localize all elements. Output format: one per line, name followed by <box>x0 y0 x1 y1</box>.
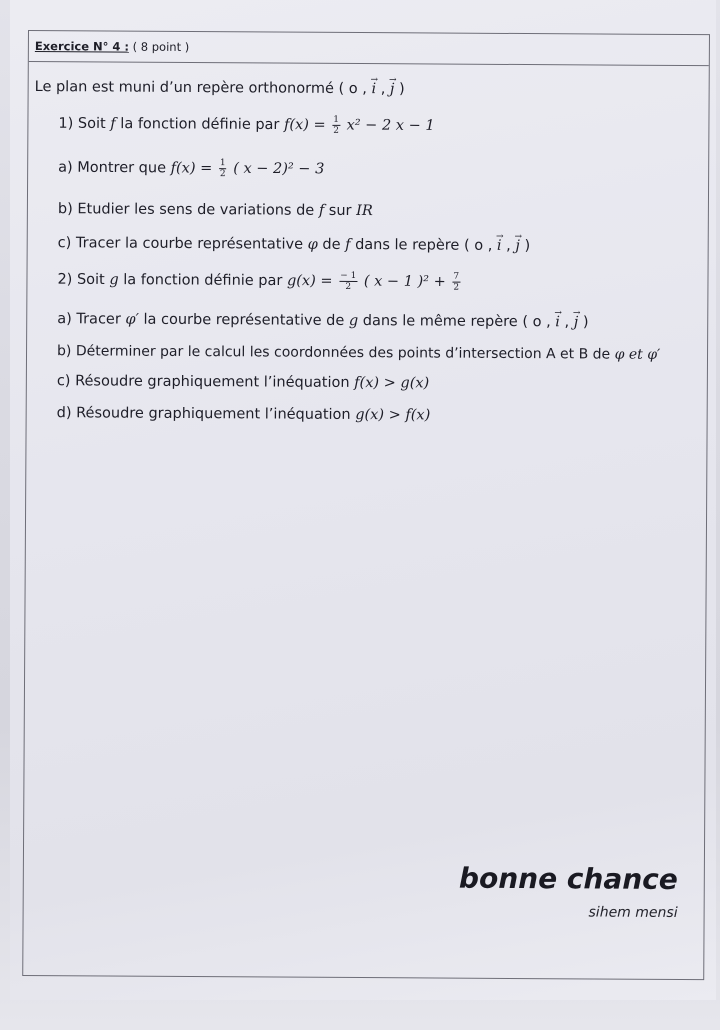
question-2a-mid: la courbe représentative de <box>138 311 349 329</box>
function-g: g <box>348 312 359 330</box>
equals-sign: = <box>315 273 338 290</box>
fraction-seven-halves <box>452 272 460 293</box>
fraction-one-half <box>219 158 227 179</box>
g-of-x: g(x) <box>286 273 316 290</box>
question-2d-label: d) <box>56 405 72 422</box>
question-1a-text: Montrer que <box>77 159 171 177</box>
inequation-g-greater-f: g(x) > f(x) <box>355 407 431 424</box>
intro-sep: , <box>376 81 390 98</box>
question-2c <box>57 371 429 393</box>
fraction-numerator: 1 <box>333 114 340 125</box>
fraction-numerator: − 1 <box>340 270 357 282</box>
question-2a-dans: dans le même repère ( o , <box>358 313 556 331</box>
fraction-one-half <box>332 115 340 136</box>
question-1c-label: c) <box>57 235 72 252</box>
intro-line <box>35 77 405 99</box>
fraction-numerator: 7 <box>453 271 460 282</box>
question-2 <box>57 269 462 292</box>
question-2a-text: Tracer <box>76 311 126 328</box>
question-1b-text: Etudier les sens de variations de <box>77 201 319 219</box>
equals-sign: = <box>308 117 331 134</box>
f-of-x: f(x) <box>170 160 196 177</box>
inequation-f-greater-g: f(x) > g(x) <box>354 374 430 392</box>
exercise-points: ( 8 point ) <box>132 39 190 54</box>
question-2-text-after: la fonction définie par <box>118 272 288 290</box>
fraction-minus-one-half <box>339 271 357 292</box>
real-set: IR <box>356 203 373 220</box>
question-2b <box>57 341 660 365</box>
function-f: f <box>318 202 325 219</box>
question-2a <box>57 309 588 332</box>
question-1-text-after: la fonction définie par <box>115 116 285 134</box>
function-f: f <box>345 236 351 253</box>
intro-frame: ( o , <box>338 80 372 98</box>
fraction-denominator: 2 <box>453 282 460 293</box>
question-2c-label: c) <box>56 373 71 390</box>
question-2-text-before: Soit <box>76 271 110 289</box>
question-2c-text: Résoudre graphiquement l’inéquation <box>75 373 355 391</box>
vector-j: → j <box>515 236 520 256</box>
question-1a-label: a) <box>58 159 73 176</box>
question-1b-sur: sur <box>324 202 357 220</box>
author-signature: sihem mensi <box>588 904 678 921</box>
exam-sheet <box>10 0 716 1000</box>
question-1c-close: ) <box>519 238 531 255</box>
question-1b <box>58 199 373 221</box>
question-1c <box>58 233 531 256</box>
exercise-header <box>29 31 709 66</box>
question-1c-dans: dans le repère ( o , <box>350 236 497 254</box>
question-2a-label: a) <box>57 311 72 328</box>
f-of-x: f(x) <box>283 117 309 134</box>
question-1-text-before: Soit <box>77 115 111 133</box>
f-expression: x² − 2 x − 1 <box>341 117 435 134</box>
question-1 <box>58 113 434 136</box>
intro-close: ) <box>394 81 405 98</box>
vector-i: → i <box>371 79 376 99</box>
fraction-denominator: 2 <box>219 169 226 180</box>
function-g: g <box>109 272 119 289</box>
question-1a <box>58 157 324 180</box>
intro-text: Le plan est muni d’un repère orthonormé <box>34 79 334 97</box>
question-2b-label: b) <box>56 343 72 360</box>
curve-phi-prime: φ′ <box>125 311 139 328</box>
exercise-frame <box>22 30 710 980</box>
question-2d <box>57 403 431 425</box>
fraction-numerator: 1 <box>219 158 226 169</box>
function-f: f <box>110 116 116 133</box>
exercise-label: Exercice N° 4 : <box>34 39 130 54</box>
closing-greeting: bonne chance <box>458 861 678 896</box>
equals-sign: = <box>195 160 217 177</box>
question-1c-de: de <box>317 236 346 253</box>
fraction-denominator: 2 <box>333 125 339 136</box>
curves-phi-and-phi-prime: φ et φ′ <box>614 346 661 363</box>
question-2b-text: Déterminer par le calcul les coordonnées des points d’intersection A et B de <box>75 343 615 363</box>
vector-i: → i <box>497 236 502 256</box>
g-expression: ( x − 1 )² + <box>359 273 451 291</box>
question-2a-sep: , <box>559 314 574 331</box>
question-2-number: 2) <box>57 271 73 288</box>
question-1-number: 1) <box>58 115 74 132</box>
fraction-denominator: 2 <box>345 281 352 292</box>
question-1c-sep: , <box>501 237 516 254</box>
question-1b-label: b) <box>57 201 73 218</box>
canonical-form: ( x − 2)² − 3 <box>228 160 325 178</box>
question-1c-text: Tracer la courbe représentative <box>75 235 308 253</box>
vector-j: → j <box>574 312 579 332</box>
vector-j: → j <box>390 79 395 99</box>
question-2a-close: ) <box>578 314 589 331</box>
vector-i: → i <box>555 312 560 332</box>
curve-phi: φ <box>307 236 318 253</box>
question-2d-text: Résoudre graphiquement l’inéquation <box>76 405 356 424</box>
exercise-title <box>35 31 190 62</box>
